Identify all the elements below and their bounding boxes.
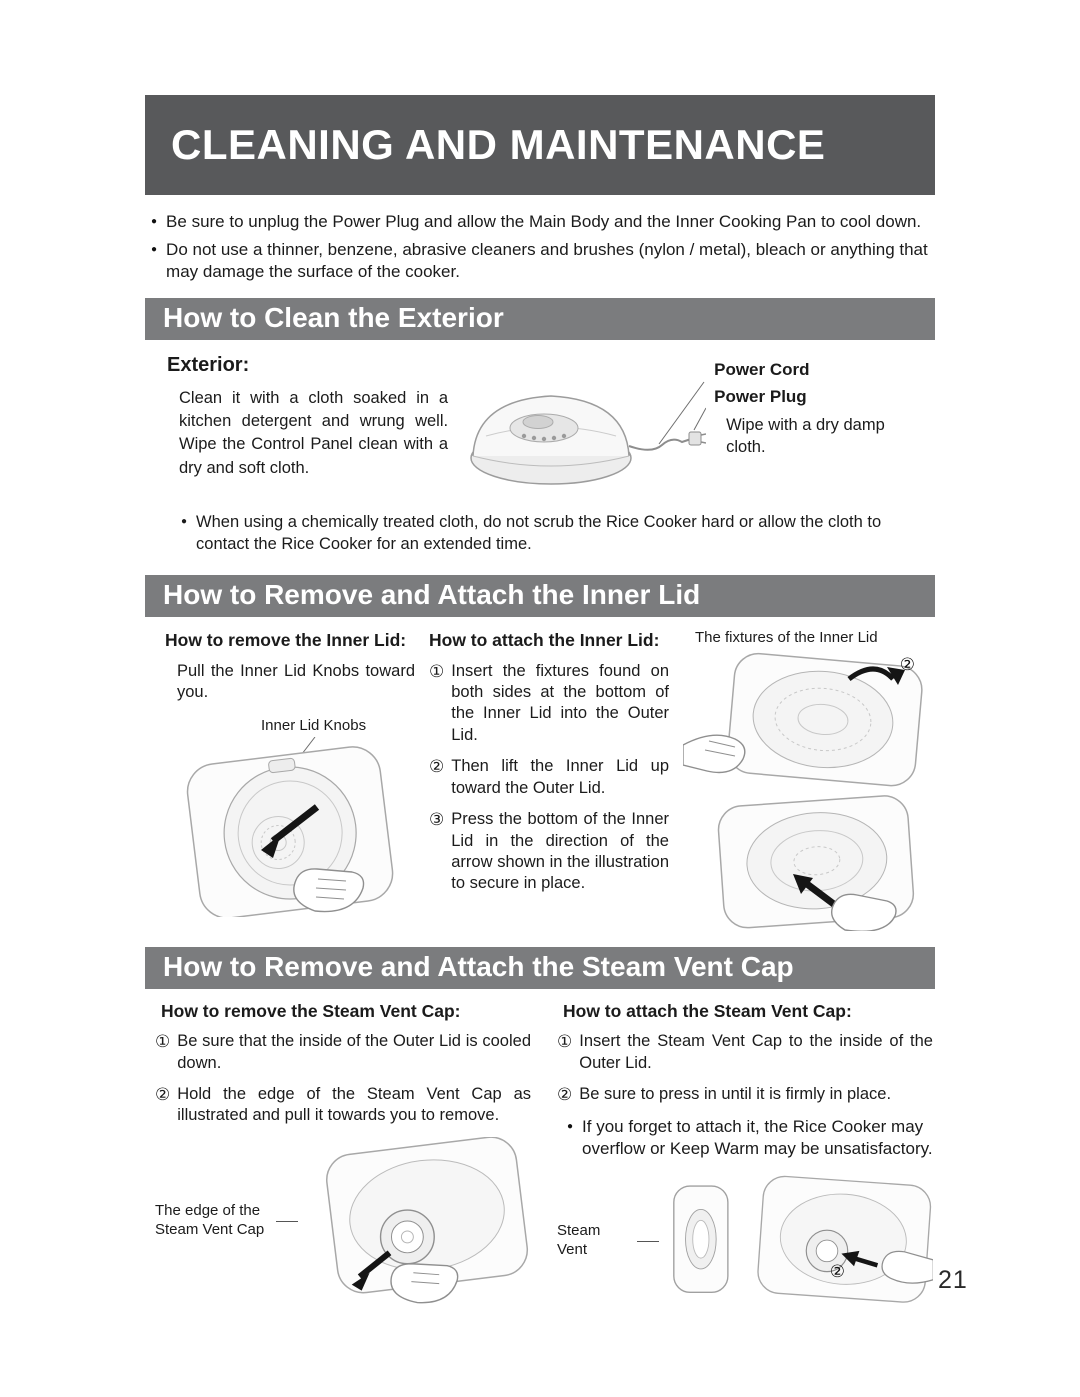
power-plug-label: Power Plug (714, 387, 807, 407)
inner-lid-attach-top-illustration (683, 649, 929, 787)
section-header-steam-vent: How to Remove and Attach the Steam Vent Cap (145, 947, 935, 989)
steam-vent-remove-step-1 (155, 1031, 531, 1074)
inner-lid-columns (145, 617, 935, 931)
figure-step-marker: ② (899, 655, 915, 675)
inner-lid-remove-figure (165, 737, 415, 917)
step-number: ② (155, 1085, 171, 1104)
inner-lid-attach-step-3 (429, 809, 669, 895)
inner-lid-knobs-label: Inner Lid Knobs (261, 717, 367, 735)
step-text: Be sure that the inside of the Outer Lid is cooled down. (177, 1032, 531, 1072)
chemical-cloth-note-text: When using a chemically treated cloth, do not scrub the Rice Cooker hard or allow the cloth to contact the Rice Cooker for an extended time. (196, 513, 882, 553)
step-text: Press the bottom of the Inner Lid in the direction of the arrow shown in the illustration to secure in place. (451, 810, 669, 893)
hand-icon (391, 1264, 458, 1303)
steam-vent-remove-step-2 (155, 1084, 531, 1127)
steam-vent-attach-heading: How to attach the Steam Vent Cap: (563, 1001, 852, 1022)
inner-lid-remove-body: Pull the Inner Lid Knobs toward you. (177, 661, 415, 701)
section-header-inner-lid: How to Remove and Attach the Inner Lid (145, 575, 935, 617)
figure-step-marker: ② (829, 1261, 845, 1281)
steam-vent-remove-heading: How to remove the Steam Vent Cap: (161, 1001, 461, 1022)
page-title: CLEANING AND MAINTENANCE (171, 121, 826, 168)
steam-vent-attach-illustration (663, 1166, 933, 1316)
step-text: Hold the edge of the Steam Vent Cap as illustrated and pull it towards you to remove. (177, 1085, 531, 1125)
page-content (145, 95, 935, 1316)
page-title-bar (145, 95, 935, 195)
step-number: ① (557, 1032, 573, 1052)
section-clean-exterior (145, 298, 935, 559)
intro-bullet-1 (151, 211, 929, 233)
inner-lid-attach-figure-top (683, 649, 929, 787)
bullet-icon: ● (567, 1121, 574, 1133)
steam-vent-attach-note-text: If you forget to attach it, the Rice Cooker may overflow or Keep Warm may be unsatisfactory. (582, 1117, 933, 1158)
steam-vent-remove-illustration (302, 1137, 531, 1305)
exterior-row (145, 340, 935, 496)
step-number: ② (557, 1085, 573, 1104)
power-cord-label: Power Cord (714, 360, 810, 380)
inner-lid-remove-illustration (165, 737, 415, 917)
steam-vent-remove-figure-row (155, 1137, 531, 1305)
bullet-icon: ● (181, 516, 188, 528)
steam-vent-attach-figure-row (557, 1166, 933, 1316)
power-plug-shape (689, 432, 701, 445)
steam-vent-remove-column (155, 1001, 531, 1315)
exterior-subheading: Exterior: (167, 354, 250, 377)
hand-icon (683, 735, 745, 772)
inner-lid-attach-heading: How to attach the Inner Lid: (429, 630, 660, 651)
chemical-cloth-note (145, 496, 935, 559)
section-inner-lid (145, 575, 935, 931)
step-number: ② (429, 757, 445, 777)
power-cord-line (629, 439, 691, 450)
fixtures-label: The fixtures of the Inner Lid (695, 629, 878, 647)
inner-lid-attach-figure-bottom (683, 793, 929, 931)
steam-vent-attach-column (557, 1001, 933, 1315)
bullet-icon: ● (151, 216, 158, 227)
section-steam-vent (145, 947, 935, 1315)
exterior-callouts (714, 354, 923, 496)
page-number: 21 (938, 1266, 968, 1294)
step-text: Then lift the Inner Lid up toward the Outer Lid. (451, 757, 669, 797)
rice-cooker-illustration (456, 356, 706, 496)
leader-line (637, 1241, 659, 1242)
steam-vent-label: Steam Vent (557, 1221, 601, 1258)
steam-vent-attach-note (557, 1116, 933, 1160)
leader-line (276, 1221, 298, 1222)
intro-bullet-1-text: Be sure to unplug the Power Plug and allow the Main Body and the Inner Cooking Pan to cool down. (166, 212, 922, 231)
step-number: ① (155, 1032, 171, 1052)
inner-lid-attach-column (429, 629, 669, 931)
inner-lid-attach-step-1 (429, 661, 669, 747)
steam-vent-attach-step-1 (557, 1031, 933, 1074)
bullet-icon: ● (151, 243, 158, 255)
steam-vent-columns (145, 989, 935, 1315)
section-header-exterior: How to Clean the Exterior (145, 298, 935, 340)
step-number: ③ (429, 810, 445, 830)
step-text: Insert the Steam Vent Cap to the inside of the Outer Lid. (579, 1032, 933, 1072)
exterior-text-block (167, 354, 448, 496)
wipe-note: Wipe with a dry damp cloth. (726, 416, 885, 456)
inner-lid-figures-column (683, 629, 929, 931)
intro-bullet-2 (151, 239, 929, 283)
inner-lid-attach-bottom-illustration (683, 793, 929, 931)
step-number: ① (429, 661, 445, 681)
step-text: Be sure to press in until it is firmly in place. (579, 1085, 892, 1103)
exterior-body: Clean it with a cloth soaked in a kitchen detergent and wrung well. Wipe the Control Panel clean with a dry and soft cloth. (179, 389, 449, 477)
steam-vent-edge-label: The edge of the Steam Vent Cap (155, 1202, 265, 1238)
inner-lid-remove-heading: How to remove the Inner Lid: (165, 630, 407, 651)
step-text: Insert the fixtures found on both sides at the bottom of the Inner Lid into the Outer Lid. (451, 661, 669, 744)
steam-vent-attach-step-2 (557, 1084, 933, 1106)
inner-lid-attach-step-2 (429, 756, 669, 799)
hand-icon (294, 869, 364, 912)
inner-lid-remove-column (165, 629, 415, 931)
intro-notes (151, 211, 929, 282)
rice-cooker-figure (456, 354, 706, 496)
intro-bullet-2-text: Do not use a thinner, benzene, abrasive cleaners and brushes (nylon / metal), bleach or anything that may damage the surface of the cooker. (166, 239, 928, 281)
